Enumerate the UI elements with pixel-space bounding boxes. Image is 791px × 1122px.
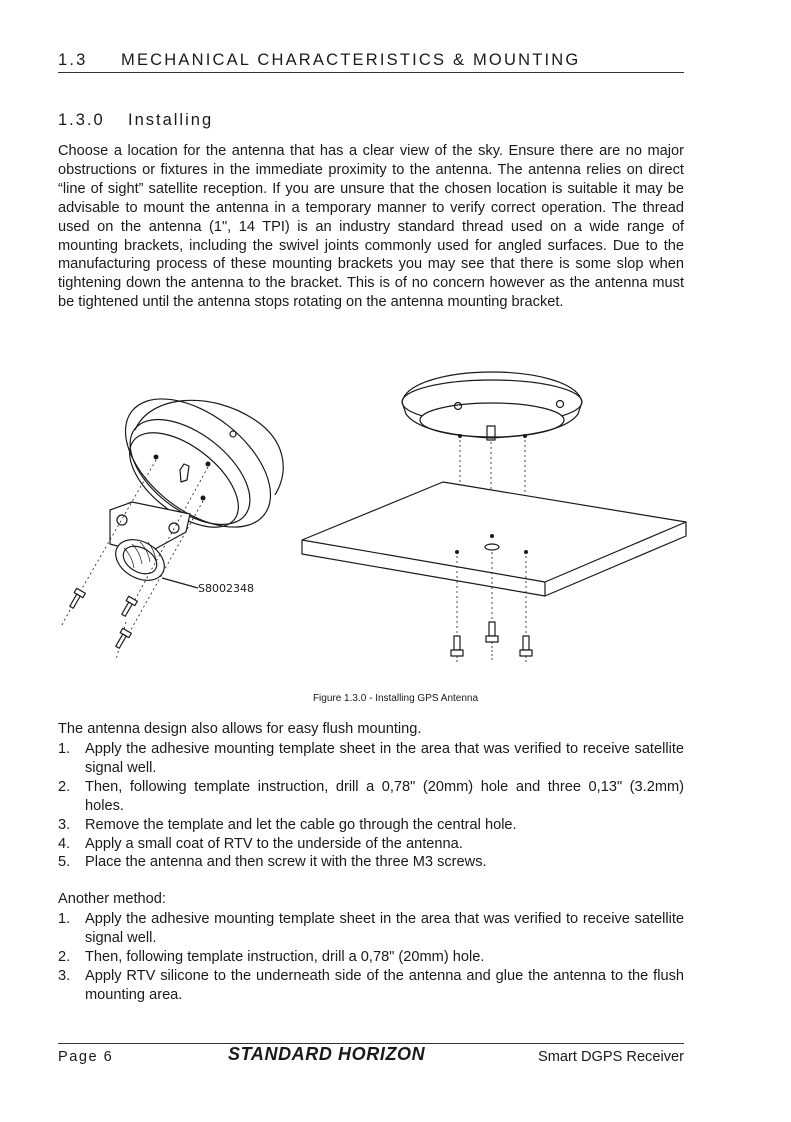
list-item: 2. Then, following template instruction, drill a 0,78" (20mm) hole.	[58, 948, 485, 965]
brand-logo: STANDARD HORIZON	[228, 1044, 426, 1064]
section-heading	[58, 51, 580, 70]
page-number: Page 6	[58, 1049, 114, 1065]
intro-paragraph: Choose a location for the antenna that has a clear view of the sky. Ensure there are no major obstructions or fixtures in the immediate proximity to the antenna. The antenna relies on direct “line of sight” satellite reception. If you are unsure that the chosen location is suitable it may be advisable to mount the antenna in a temporary manner to verify correct operation. The thread used on the antenna (1", 14 TPI) is an industry standard thread used on a wide range of mounting brackets, including the swivel joints commonly used for angled surfaces. Due to the manufacturing process of these mounting brackets you may see that there is some slop when tightening down the antenna to the bracket. This is of no concern however as the antenna must be tightened until the antenna stops rotating on the antenna mounting bracket.	[58, 143, 684, 311]
document-title: Smart DGPS Receiver	[538, 1049, 684, 1065]
flush-intro: The antenna design also allows for easy flush mounting.	[58, 721, 422, 737]
list-item: 3. Apply RTV silicone to the underneath side of the antenna and glue the antenna to the flush mounting area.	[58, 967, 684, 1003]
list-item: 2. Then, following template instruction, drill a 0,78" (20mm) hole and three 0,13" (3.2mm) holes.	[58, 778, 684, 814]
list-item: 5. Place the antenna and then screw it with the three M3 screws.	[58, 854, 487, 871]
part-number-label: S8002348	[198, 582, 254, 595]
figure-caption: Figure 1.3.0 - Installing GPS Antenna	[312, 693, 479, 704]
section-number: 1.3	[58, 51, 88, 69]
subsection-number: 1.3.0	[58, 111, 105, 129]
antenna-flush-illustration	[302, 372, 686, 662]
list-item: 4. Apply a small coat of RTV to the underside of the antenna.	[58, 835, 463, 852]
header-rule	[58, 72, 684, 73]
antenna-tilted-illustration	[62, 373, 294, 660]
list-item: 1. Apply the adhesive mounting template sheet in the area that was verified to receive satellite signal well.	[58, 911, 684, 946]
installation-figure	[50, 360, 710, 680]
flush-steps-list	[58, 740, 684, 872]
subsection-heading	[58, 111, 213, 130]
another-method-intro: Another method:	[58, 891, 166, 907]
list-item: 3. Remove the template and let the cable go through the central hole.	[58, 816, 517, 833]
subsection-title: Installing	[128, 111, 214, 129]
list-item: 1. Apply the adhesive mounting template sheet in the area that was verified to receive satellite signal well.	[58, 741, 684, 776]
section-title: MECHANICAL CHARACTERISTICS & MOUNTING	[121, 51, 581, 69]
another-steps-list	[58, 910, 684, 1005]
